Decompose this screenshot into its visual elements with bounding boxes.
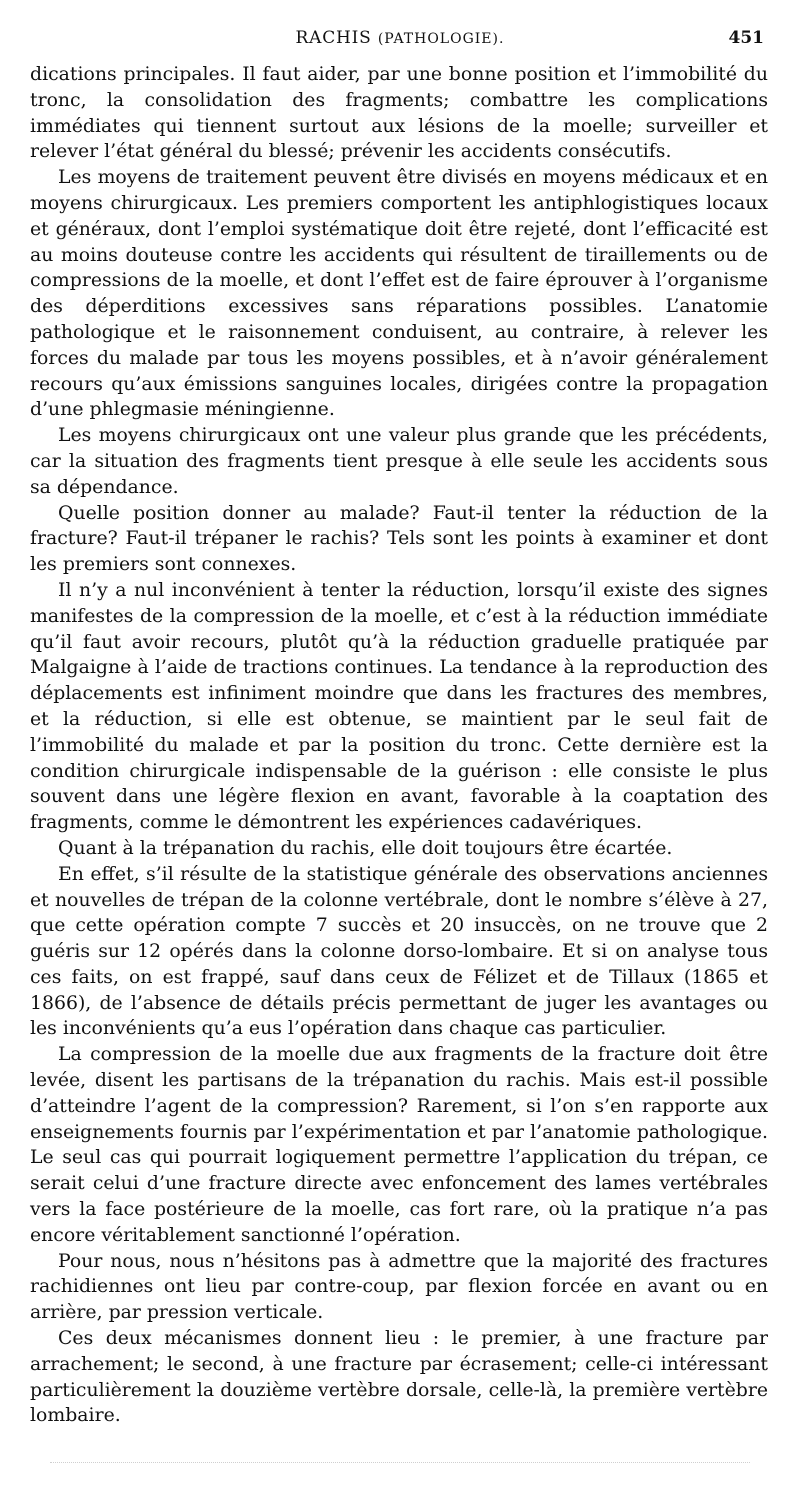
paragraph: Ces deux mécanismes donnent lieu : le premier, à une fracture par arrachement; le second, à une fracture par écrasement; celle-ci intéressant particulièrement la douzième vertèbre dorsale, celle-là, la première vertèbre lombaire. <box>30 1328 768 1427</box>
paragraph: Quant à la trépanation du rachis, elle doit toujours être écartée. <box>58 837 673 859</box>
running-title-subtitle: (PATHOLOGIE). <box>377 31 505 47</box>
paragraph: Il n’y a nul inconvénient à tenter la réduction, lorsqu’il existe des signes manifestes de la compression de la moelle, et c’est à la réduction immédiate qu’il faut avoir recours, plutôt qu’à la réduction graduelle pratiquée par Malgaigne à l’aide de tractions continues. La tendance à la reproduction des déplacements est infiniment moindre que dans les fractures des membres, et la réduction, si elle est obtenue, se maintient par le seul fait de l’immobilité du malade et par la position du tronc. Cette dernière est la condition chirurgicale indispensable de la guérison : elle consiste le plus souvent dans une légère flexion en avant, favorable à la coaptation des fragments, comme le démontrent les expériences cadavériques. <box>30 579 768 834</box>
paragraph: Pour nous, nous n’hésitons pas à admettre que la majorité des fractures rachidiennes ont lieu par contre-coup, par flexion forcée en avant ou en arrière, par pression verticale. <box>30 1250 768 1324</box>
paragraph: Les moyens chirurgicaux ont une valeur plus grande que les précédents, car la situation des fragments tient presque à elle seule les accidents sous sa dépendance. <box>30 425 768 498</box>
running-title <box>30 28 770 48</box>
body-text <box>30 62 768 1429</box>
paragraph: dications principales. Il faut aider, par une bonne position et l’immobilité du tronc, la consolidation des fragments; combattre les complications immédiates qui tiennent surtout aux lésions de la moelle; surveiller et relever l’état général du blessé; prévenir les accidents consécutifs. <box>30 64 768 163</box>
running-head <box>30 28 770 58</box>
paragraph: Les moyens de traitement peuvent être divisés en moyens médicaux et en moyens chirurgicaux. Les premiers comportent les antiphlogistiques locaux et généraux, dont l’emploi systématique doit être rejeté, dont l’efficacité est au moins douteuse contre les accidents qui résultent de tiraillements ou de compressions de la moelle, et dont l’effet est de faire éprouver à l’organisme des déperditions excessives sans réparations possibles. L’anatomie pathologique et le raisonnement conduisent, au contraire, à relever les forces du malade par tous les moyens possibles, et à n’avoir généralement recours qu’aux émissions sanguines locales, dirigées contre la propagation d’une phlegmasie méningienne. <box>30 167 768 421</box>
paragraph: La compression de la moelle due aux fragments de la fracture doit être levée, disent les partisans de la trépanation du rachis. Mais est-il possible d’atteindre l’agent de la compression? Rarement, si l’on s’en rapporte aux enseignements fournis par l’expérimentation et par l’anatomie pathologique. Le seul cas qui pourrait logiquement permettre l’application du trépan, ce serait celui d’une fracture directe avec enfoncement des lames vertébrales vers la face postérieure de la moelle, cas fort rare, où la pratique n’a pas encore véritablement sanctionné l’opération. <box>30 1044 768 1246</box>
bottom-rule <box>50 1462 750 1463</box>
paragraph: Quelle position donner au malade? Faut-il tenter la réduction de la fracture? Faut-il trépaner le rachis? Tels sont les points à examiner et dont les premiers sont connexes. <box>30 502 768 576</box>
paragraph: En effet, s’il résulte de la statistique générale des observations anciennes et nouvelles de trépan de la colonne vertébrale, dont le nombre s’élève à 27, que cette opération compte 7 succès et 20 insuccès, on ne trouve que 2 guéris sur 12 opérés dans la colonne dorso-lombaire. Et si on analyse tous ces faits, on est frappé, sauf dans ceux de Félizet et de Tillaux (1865 et 1866), de l’absence de détails précis permettant de juger les avantages ou les inconvénients qu’a eus l’opération dans chaque cas particulier. <box>30 863 768 1040</box>
running-title-main: RACHIS <box>295 28 372 48</box>
page-number: 451 <box>728 28 764 48</box>
